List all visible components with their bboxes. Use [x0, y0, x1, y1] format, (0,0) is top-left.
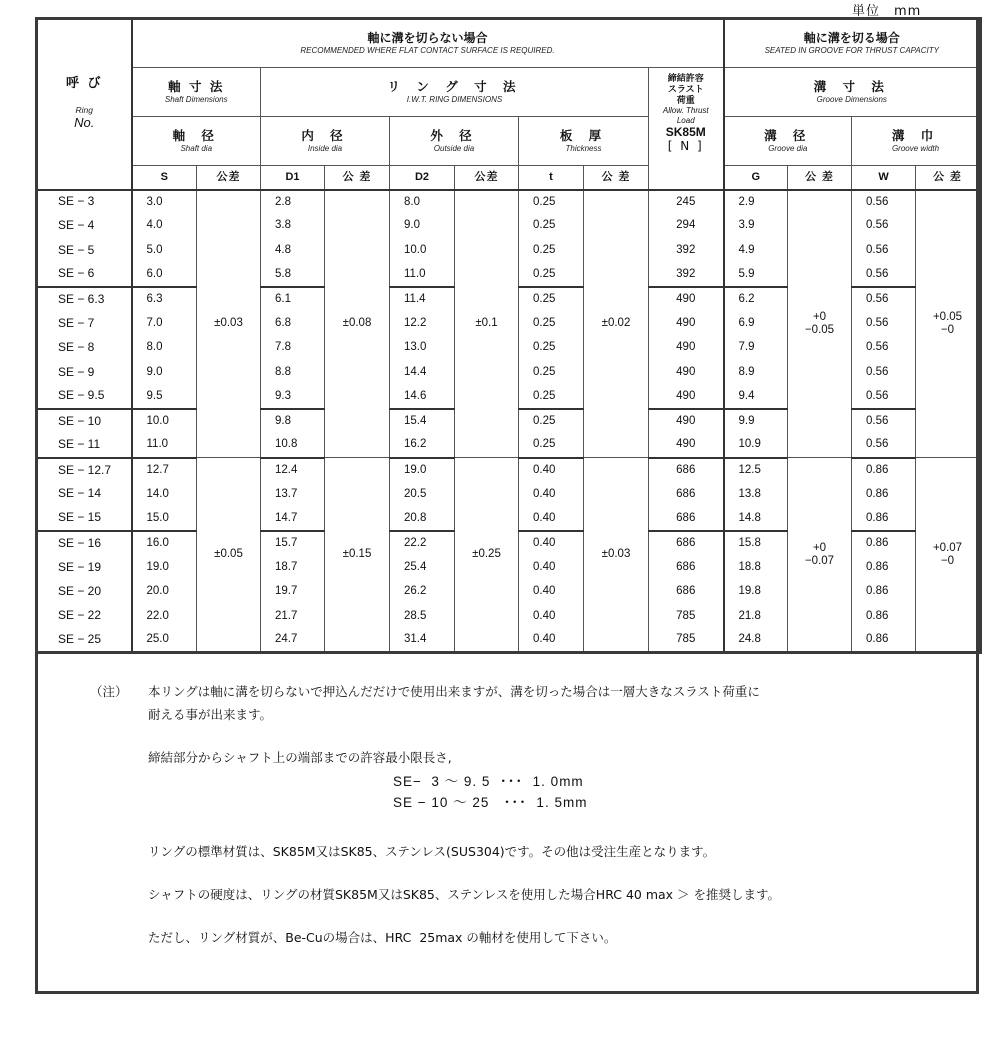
col-S-tol: 公差: [197, 166, 261, 190]
groove-dia-tol-cell-line: +0: [812, 310, 827, 323]
col-t-tol: 公 差: [584, 166, 649, 190]
shaft-dia-cell: 9.0: [132, 360, 197, 384]
outside-dia-cell: 10.0: [390, 238, 455, 262]
outside-dia-cell: 15.4: [390, 409, 455, 433]
ring-no-cell: SE − 12.7: [37, 458, 132, 482]
thrust-load-cell: 490: [649, 311, 724, 335]
thrust-load-cell: 294: [649, 214, 724, 238]
ring-no-jp: 呼 び: [65, 76, 103, 92]
ring-no-cell: SE − 6: [37, 263, 132, 287]
thrust-load-cell: 490: [649, 433, 724, 457]
thickness-cell: 0.40: [519, 507, 584, 531]
ring-no-cell: SE − 7: [37, 311, 132, 335]
thrust-load-cell: 686: [649, 507, 724, 531]
inside-dia-cell: 6.1: [261, 287, 325, 311]
ring-dims-en: I.W.T. RING DIMENSIONS: [406, 94, 503, 104]
ring-no-cell: SE − 14: [37, 482, 132, 506]
thrust-load-cell: 490: [649, 360, 724, 384]
col-D2-tol: 公差: [455, 166, 519, 190]
shaft-dia-cell: 25.0: [132, 629, 197, 653]
groove-width-cell: 0.56: [852, 287, 916, 311]
groove-dia-cell: 15.8: [724, 531, 788, 555]
inside-dia-cell: 15.7: [261, 531, 325, 555]
inside-dia-cell: 5.8: [261, 263, 325, 287]
shaft-dims-en: Shaft Dimensions: [164, 94, 228, 104]
thickness-cell: 0.25: [519, 385, 584, 409]
ring-no-cell: SE − 9: [37, 360, 132, 384]
inside-dia-cell: 10.8: [261, 433, 325, 457]
groove-en: SEATED IN GROOVE FOR THRUST CAPACITY: [764, 45, 939, 55]
thrust-load-cell: 490: [649, 385, 724, 409]
groove-dia-cell: 19.8: [724, 580, 788, 604]
shaft-dia-cell: 6.0: [132, 263, 197, 287]
thrust-en2: Load: [676, 116, 695, 126]
notes-section: [38, 655, 976, 991]
outside-dia-cell: 20.5: [390, 482, 455, 506]
inside-dia-cell: 7.8: [261, 336, 325, 360]
groove-width-tol-cell-line: −0: [940, 554, 955, 567]
groove-dia-cell: 6.2: [724, 287, 788, 311]
thickness-cell: 0.40: [519, 531, 584, 555]
no-groove-en: RECOMMENDED WHERE FLAT CONTACT SURFACE IS REQUIRED.: [300, 45, 555, 55]
ring-no-cell: SE − 20: [37, 580, 132, 604]
thickness-cell: 0.25: [519, 238, 584, 262]
groove-width-cell: 0.86: [852, 458, 916, 482]
outside-dia-cell: 16.2: [390, 433, 455, 457]
thickness-cell: 0.40: [519, 458, 584, 482]
inside-dia-cell: 2.8: [261, 190, 325, 214]
thickness-cell: 0.40: [519, 555, 584, 579]
col-S: S: [132, 166, 197, 190]
notes-line4: リングの標準材質は、SK85M又はSK85、ステンレス(SUS304)です。その他は受注生産となります。: [148, 844, 716, 859]
groove-width-tol-cell-line: −0: [940, 323, 955, 336]
inside-dia-cell: 18.7: [261, 555, 325, 579]
groove-width-cell: 0.86: [852, 604, 916, 628]
ring-no-cell: SE − 11: [37, 433, 132, 457]
thickness-cell: 0.25: [519, 263, 584, 287]
inside-tol-cell: ±0.15: [325, 458, 390, 653]
groove-dims-en: Groove Dimensions: [816, 94, 887, 104]
groove-dia-cell: 24.8: [724, 629, 788, 653]
groove-dia-cell: 9.9: [724, 409, 788, 433]
col-W-tol: 公 差: [916, 166, 981, 190]
thrust-load-cell: 392: [649, 263, 724, 287]
groove-width-cell: 0.56: [852, 311, 916, 335]
inside-dia-cell: 6.8: [261, 311, 325, 335]
thickness-cell: 0.40: [519, 629, 584, 653]
shaft-dia-cell: 10.0: [132, 409, 197, 433]
thrust-load-cell: 686: [649, 580, 724, 604]
outside-dia-cell: 9.0: [390, 214, 455, 238]
notes-range2: SE − 10 ～ 25 ･･･ 1. 5mm: [393, 795, 588, 810]
thickness-cell: 0.25: [519, 360, 584, 384]
outside-dia-cell: 14.4: [390, 360, 455, 384]
shaft-tol-cell: ±0.03: [197, 190, 261, 458]
notes-line6: ただし、リング材質が、Be-Cuの場合は、HRC 25max の軸材を使用して下さい。: [148, 930, 617, 945]
col-D1: D1: [261, 166, 325, 190]
unit-value: mm: [894, 4, 922, 19]
groove-width-cell: 0.56: [852, 433, 916, 457]
groove-dia-cell: 12.5: [724, 458, 788, 482]
groove-width-tol-cell-line: +0.07: [932, 541, 963, 554]
groove-dia-tol-cell-line: −0.07: [804, 554, 835, 567]
notes-range1: SE− 3 ～ 9. 5 ･･･ 1. 0mm: [393, 774, 584, 789]
groove-width-en: Groove width: [891, 143, 940, 153]
groove-width-cell: 0.86: [852, 507, 916, 531]
groove-width-jp: 溝 巾: [891, 128, 940, 144]
groove-dia-cell: 14.8: [724, 507, 788, 531]
outside-dia-cell: 11.0: [390, 263, 455, 287]
shaft-dia-cell: 22.0: [132, 604, 197, 628]
inside-dia-cell: 21.7: [261, 604, 325, 628]
ring-no-cell: SE − 16: [37, 531, 132, 555]
ring-no-en1: Ring: [75, 105, 93, 116]
thrust-load-cell: 392: [649, 238, 724, 262]
groove-dia-tol-cell-line: −0.05: [804, 323, 835, 336]
shaft-dims-jp: 軸 寸 法: [168, 79, 225, 95]
shaft-dia-cell: 4.0: [132, 214, 197, 238]
thrust-load-cell: 490: [649, 409, 724, 433]
outside-dia-cell: 31.4: [390, 629, 455, 653]
groove-width-cell: 0.56: [852, 190, 916, 214]
groove-dia-cell: 10.9: [724, 433, 788, 457]
thickness-cell: 0.40: [519, 604, 584, 628]
thickness-cell: 0.25: [519, 433, 584, 457]
inside-dia-en: Inside dia: [307, 143, 343, 153]
ring-no-cell: SE − 6.3: [37, 287, 132, 311]
shaft-dia-cell: 3.0: [132, 190, 197, 214]
outside-dia-cell: 14.6: [390, 385, 455, 409]
thickness-cell: 0.25: [519, 287, 584, 311]
thickness-jp: 板 厚: [559, 128, 608, 144]
thickness-cell: 0.25: [519, 311, 584, 335]
outside-tol-cell: ±0.25: [455, 458, 519, 653]
groove-dia-cell: 9.4: [724, 385, 788, 409]
thrust-load-cell: 686: [649, 531, 724, 555]
inside-dia-cell: 3.8: [261, 214, 325, 238]
thrust-load-cell: 686: [649, 482, 724, 506]
shaft-dia-jp: 軸 径: [172, 128, 220, 144]
thickness-cell: 0.40: [519, 580, 584, 604]
groove-dia-cell: 21.8: [724, 604, 788, 628]
thrust-en1: Allow. Thrust: [662, 106, 709, 116]
groove-width-cell: 0.86: [852, 580, 916, 604]
outside-dia-cell: 12.2: [390, 311, 455, 335]
ring-no-en2: No.: [74, 115, 95, 131]
col-G: G: [724, 166, 788, 190]
shaft-dia-en: Shaft dia: [180, 143, 213, 153]
shaft-dia-cell: 12.7: [132, 458, 197, 482]
groove-dia-cell: 13.8: [724, 482, 788, 506]
thrust-jp2: スラスト: [667, 84, 704, 95]
notes-line5: シャフトの硬度は、リングの材質SK85M又はSK85、ステンレスを使用した場合HRC 40 max ＞ を推奨します。: [148, 887, 781, 902]
thrust-load-cell: 245: [649, 190, 724, 214]
ring-no-cell: SE − 9.5: [37, 385, 132, 409]
groove-dia-jp: 溝 径: [764, 128, 812, 144]
shaft-dia-cell: 9.5: [132, 385, 197, 409]
inside-dia-jp: 内 径: [301, 128, 349, 144]
inside-dia-cell: 8.8: [261, 360, 325, 384]
no-groove-jp: 軸に溝を切らない場合: [367, 31, 488, 45]
thickness-cell: 0.25: [519, 190, 584, 214]
thrust-jp3: 荷重: [676, 95, 695, 106]
groove-dia-cell: 5.9: [724, 263, 788, 287]
thrust-load-cell: 490: [649, 336, 724, 360]
shaft-dia-cell: 16.0: [132, 531, 197, 555]
groove-dia-cell: 3.9: [724, 214, 788, 238]
groove-dia-cell: 6.9: [724, 311, 788, 335]
ring-no-cell: SE − 25: [37, 629, 132, 653]
shaft-dia-cell: 11.0: [132, 433, 197, 457]
shaft-dia-cell: 8.0: [132, 336, 197, 360]
groove-width-cell: 0.56: [852, 238, 916, 262]
groove-dia-cell: 4.9: [724, 238, 788, 262]
thickness-cell: 0.25: [519, 214, 584, 238]
outside-tol-cell: ±0.1: [455, 190, 519, 458]
thrust-load-cell: 686: [649, 458, 724, 482]
groove-width-cell: 0.56: [852, 385, 916, 409]
outside-dia-en: Outside dia: [433, 143, 475, 153]
thrust-unit: [ N ]: [667, 139, 704, 154]
thickness-cell: 0.40: [519, 482, 584, 506]
outside-dia-cell: 19.0: [390, 458, 455, 482]
groove-width-cell: 0.86: [852, 482, 916, 506]
col-W: W: [852, 166, 916, 190]
groove-dia-cell: 18.8: [724, 555, 788, 579]
unit-label-text: 単位: [852, 4, 881, 19]
groove-dia-en: Groove dia: [768, 143, 808, 153]
thickness-tol-cell: ±0.02: [584, 190, 649, 458]
thickness-en: Thickness: [565, 143, 602, 153]
outside-dia-jp: 外 径: [430, 128, 478, 144]
shaft-dia-cell: 20.0: [132, 580, 197, 604]
notes-line1: 本リングは軸に溝を切らないで押込んだだけで使用出来ますが、溝を切った場合は一層大きなスラスト荷重に: [148, 684, 760, 699]
inside-dia-cell: 9.3: [261, 385, 325, 409]
notes-line3: 締結部分からシャフト上の端部までの許容最小限長さ,: [148, 750, 452, 765]
thrust-load-cell: 785: [649, 604, 724, 628]
groove-width-cell: 0.56: [852, 336, 916, 360]
shaft-dia-cell: 7.0: [132, 311, 197, 335]
groove-dia-cell: 8.9: [724, 360, 788, 384]
thrust-material: SK85M: [665, 125, 706, 140]
shaft-tol-cell: ±0.05: [197, 458, 261, 653]
thickness-cell: 0.25: [519, 409, 584, 433]
groove-width-cell: 0.56: [852, 263, 916, 287]
shaft-dia-cell: 14.0: [132, 482, 197, 506]
outside-dia-cell: 22.2: [390, 531, 455, 555]
shaft-dia-cell: 5.0: [132, 238, 197, 262]
inside-dia-cell: 14.7: [261, 507, 325, 531]
inside-tol-cell: ±0.08: [325, 190, 390, 458]
shaft-dia-cell: 6.3: [132, 287, 197, 311]
groove-width-cell: 0.56: [852, 409, 916, 433]
ring-no-cell: SE − 15: [37, 507, 132, 531]
outside-dia-cell: 28.5: [390, 604, 455, 628]
groove-dia-cell: 2.9: [724, 190, 788, 214]
groove-width-cell: 0.86: [852, 555, 916, 579]
outside-dia-cell: 25.4: [390, 555, 455, 579]
groove-width-tol-cell-line: +0.05: [932, 310, 963, 323]
ring-no-cell: SE − 19: [37, 555, 132, 579]
ring-no-cell: SE − 5: [37, 238, 132, 262]
outside-dia-cell: 20.8: [390, 507, 455, 531]
col-G-tol: 公 差: [788, 166, 852, 190]
col-D2: D2: [390, 166, 455, 190]
ring-no-cell: SE − 3: [37, 190, 132, 214]
ring-no-cell: SE − 4: [37, 214, 132, 238]
inside-dia-cell: 13.7: [261, 482, 325, 506]
col-t: t: [519, 166, 584, 190]
ring-dims-jp: リ ン グ 寸 法: [387, 79, 522, 95]
outside-dia-cell: 11.4: [390, 287, 455, 311]
thrust-load-cell: 490: [649, 287, 724, 311]
groove-dia-tol-cell-line: +0: [812, 541, 827, 554]
groove-jp: 軸に溝を切る場合: [803, 31, 900, 45]
ring-no-cell: SE − 10: [37, 409, 132, 433]
notes-line2: 耐える事が出来ます。: [148, 707, 273, 722]
thrust-load-cell: 785: [649, 629, 724, 653]
ring-no-cell: SE − 22: [37, 604, 132, 628]
thrust-load-cell: 686: [649, 555, 724, 579]
shaft-dia-cell: 15.0: [132, 507, 197, 531]
outside-dia-cell: 13.0: [390, 336, 455, 360]
inside-dia-cell: 9.8: [261, 409, 325, 433]
notes-mark: （注）: [90, 684, 128, 699]
ring-no-cell: SE − 8: [37, 336, 132, 360]
groove-dia-cell: 7.9: [724, 336, 788, 360]
col-D1-tol: 公 差: [325, 166, 390, 190]
groove-width-cell: 0.56: [852, 214, 916, 238]
groove-dims-jp: 溝 寸 法: [813, 79, 890, 95]
groove-width-cell: 0.56: [852, 360, 916, 384]
inside-dia-cell: 4.8: [261, 238, 325, 262]
thickness-cell: 0.25: [519, 336, 584, 360]
groove-width-cell: 0.86: [852, 629, 916, 653]
shaft-dia-cell: 19.0: [132, 555, 197, 579]
inside-dia-cell: 19.7: [261, 580, 325, 604]
groove-width-cell: 0.86: [852, 531, 916, 555]
inside-dia-cell: 12.4: [261, 458, 325, 482]
thickness-tol-cell: ±0.03: [584, 458, 649, 653]
outside-dia-cell: 26.2: [390, 580, 455, 604]
outside-dia-cell: 8.0: [390, 190, 455, 214]
inside-dia-cell: 24.7: [261, 629, 325, 653]
thrust-jp1: 締結許容: [667, 74, 704, 84]
